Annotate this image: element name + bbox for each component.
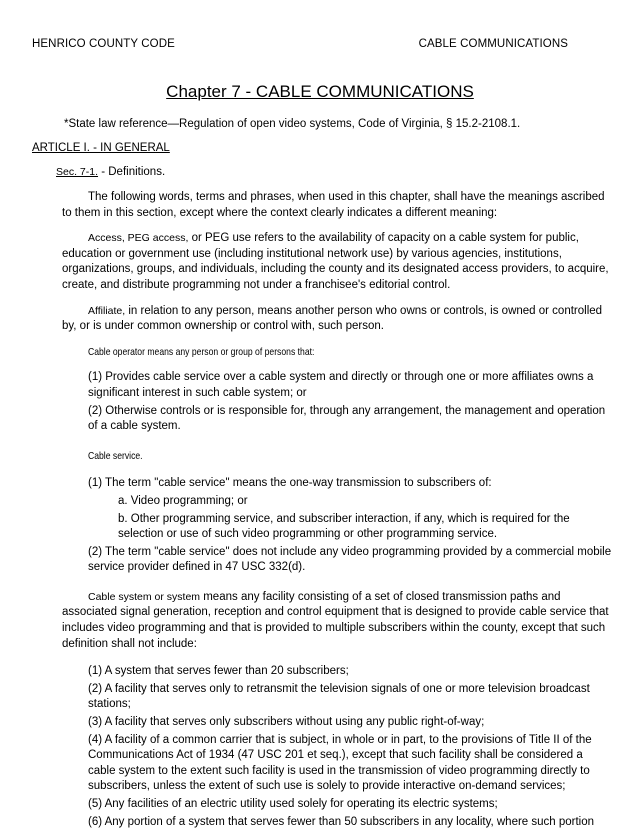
list-item: (1) A system that serves fewer than 20 subscribers; bbox=[88, 665, 349, 678]
definition-cable-system: Cable system or system means any facility consisting of a set of closed transmission paths and associated signal generation, reception and control equipment that is designed to provide cable service that includes video programming and that is provided to multiple subscribers within the county, except that such definition shall not include: bbox=[62, 590, 609, 650]
state-law-reference: *State law reference—Regulation of open video systems, Code of Virginia, § 15.2-2108.1. bbox=[64, 118, 521, 130]
list-item: (2) The term "cable service" does not include any video programming provided by a commercial mobile service provider defined in 47 USC 332(d). bbox=[88, 545, 612, 574]
term-cable-system: Cable system or system bbox=[88, 590, 201, 603]
running-header-left: HENRICO COUNTY CODE bbox=[32, 38, 175, 50]
running-header-right: CABLE COMMUNICATIONS bbox=[418, 38, 568, 50]
list-item: (3) A facility that serves only subscribers without using any public right-of-way; bbox=[88, 716, 485, 729]
sub-list-item: b. Other programming service, and subscriber interaction, if any, which is required for the selection or use of such video programming or other programming service. bbox=[118, 512, 570, 541]
intro-paragraph: The following words, terms and phrases, when used in this chapter, shall have the meanings ascribed to them in this section, except where the context clearly indicates a different meaning: bbox=[62, 191, 605, 219]
list-item: (5) Any facilities of an electric utility used solely for operating its electric systems; bbox=[88, 798, 498, 810]
definition-affiliate: Affiliate, in relation to any person, means another person who owns or controls, is owned or controlled by, or is under common ownership or control with, such person. bbox=[62, 304, 603, 333]
sub-list-item: a. Video programming; or bbox=[118, 494, 248, 507]
list-item: (6) Any portion of a system that serves fewer than 50 subscribers in any locality, where such portion bbox=[88, 815, 595, 828]
definitions-body bbox=[62, 190, 612, 832]
term-access: Access, PEG access, bbox=[88, 232, 189, 245]
section-link[interactable]: Sec. 7-1. bbox=[56, 166, 99, 178]
list-item: (2) A facility that serves only to retransmit the television signals of one or more television broadcast stations; bbox=[88, 682, 590, 711]
chapter-title: Chapter 7 - CABLE COMMUNICATIONS bbox=[166, 82, 474, 101]
term-cable-service: Cable service. bbox=[88, 449, 143, 462]
section-title: - Definitions. bbox=[98, 166, 166, 178]
list-item: (1) The term "cable service" means the one-way transmission to subscribers of: bbox=[88, 477, 492, 490]
list-item: (4) A facility of a common carrier that is subject, in whole or in part, to the provisions of Title II of the Communications Act of 1934 (47 USC 201 et seq.), except that such facility shall be considered a cable system to the extent such facility is used in the transmission of video programming directly to subscribers, unless the extent of such use is solely to provide interactive on-demand services; bbox=[88, 733, 592, 793]
article-heading-link[interactable]: ARTICLE I. - IN GENERAL bbox=[32, 142, 170, 154]
list-item: (2) Otherwise controls or is responsible for, through any arrangement, the management and operation of a cable system. bbox=[88, 404, 606, 433]
definition-cable-service bbox=[88, 449, 612, 465]
definition-cable-operator bbox=[88, 345, 612, 361]
definition-access: Access, PEG access, or PEG use refers to the availability of capacity on a cable system for public, education or government use (including institutional network use) by various agencies, institutions, organizations, groups, and individuals, including the county and its designated access providers, to acquire, create, and distribute programming not under a franchisee's editorial control. bbox=[62, 232, 609, 291]
section-heading bbox=[56, 166, 165, 178]
term-cable-operator: Cable operator means any person or group of persons that: bbox=[88, 345, 315, 358]
term-affiliate: Affiliate, bbox=[88, 304, 126, 317]
list-item: (1) Provides cable service over a cable system and directly or through one or more affiliates owns a significant interest in such cable system; or bbox=[88, 371, 594, 399]
